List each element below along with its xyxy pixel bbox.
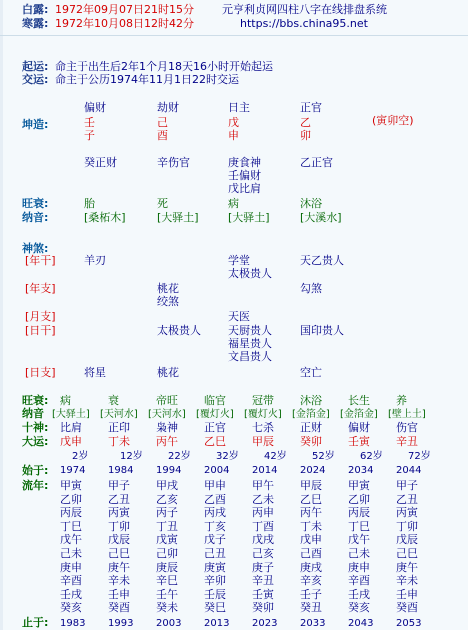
shensha-item: 天乙贵人 [300,254,344,267]
qiyun-label: 起运: [22,60,49,73]
pillar-gan: 乙 [300,116,311,129]
site-url-link[interactable]: https://bbs.china95.net [240,17,368,30]
pillar-zhi: 申 [228,129,239,142]
pillar-gan: 戊 [228,116,239,129]
dayun-ganzhi: 丙午 [156,435,178,448]
shensha-row-tag: [年干] [25,254,56,267]
dayun-nayin: [大驿土] [52,409,90,420]
liunian-year: 丙午 [300,506,322,520]
wangshuai-label: 旺衰: [22,197,49,210]
liunian-year: 壬午 [156,587,178,601]
pillar-zhi: 酉 [157,129,168,142]
pillar-zhi: 卯 [300,129,311,142]
left-border [0,0,3,630]
pillar-gan: 壬 [84,116,95,129]
dayun-age: 2岁 [72,451,89,462]
pillar-hidden-stem: 壬偏财 [228,169,261,182]
dayun-end-year: 1983 [60,618,86,629]
pillar-hidden-stem: 乙正官 [300,156,333,169]
liunian-year: 癸丑 [300,601,322,615]
liunian-year: 甲子 [396,479,418,492]
dayun-shishen: 伤官 [396,421,418,434]
bailu-label: 白露: [22,3,49,16]
liunian-year: 戊子 [204,533,226,547]
dayun-age: 22岁 [168,451,191,462]
liunian-year: 壬申 [396,587,418,601]
dayun-nayin: [金箔金] [340,409,378,420]
liunian-year: 癸亥 [60,601,82,615]
jiaoyun-label: 交运: [22,73,49,86]
liunian-year: 庚辰 [156,560,178,574]
liunian-year: 丁丑 [156,519,178,533]
dayun-wangshuai: 长生 [348,394,370,407]
liunian-year: 戊午 [348,533,370,547]
liunian-label: 流年: [22,479,49,492]
liunian-year: 戊午 [60,533,82,547]
liunian-year: 甲寅 [60,479,82,492]
dayun-start-year: 2014 [252,465,278,476]
pillar-hidden-stem: 庚食神 [228,156,261,169]
liunian-year: 丙辰 [348,506,370,520]
bailu-date: 1972年09月07日21时15分 [55,3,194,16]
dayun-wangshuai: 帝旺 [156,394,178,407]
dayun-age: 62岁 [360,451,383,462]
dayun-ganzhi: 壬寅 [348,435,370,448]
dayun-end-year: 2043 [348,618,374,629]
liunian-year: 己酉 [300,547,322,560]
pillar-hidden-stem: 戊比肩 [228,182,261,195]
dayun-nayin: [壁上土] [388,409,426,420]
dayun-shishen: 比肩 [60,421,82,434]
shensha-row-tag: [日干] [25,324,56,337]
dayun-end-year: 1993 [108,618,134,629]
liunian-year: 戊寅 [156,533,178,547]
liunian-year: 辛酉 [60,574,82,588]
liunian-year: 庚午 [108,560,130,574]
qiyun-text: 命主于出生后2年1个月18天16小时开始起运 [55,60,273,73]
liunian-year: 壬戌 [348,587,370,601]
liunian-year: 乙未 [252,492,274,506]
liunian-year: 癸卯 [252,601,274,615]
start-label: 始于: [22,464,49,477]
liunian-year: 丙寅 [396,506,418,520]
shensha-item: 学堂 [228,254,250,267]
dayun-ganzhi: 辛丑 [396,435,418,448]
dayun-wangshuai: 病 [60,394,71,407]
liunian-year: 丁亥 [204,519,226,533]
dayun-end-year: 2013 [204,618,230,629]
liunian-year: 辛丑 [252,574,274,588]
liunian-year: 丙戌 [204,506,226,520]
liunian-year: 乙巳 [300,492,322,506]
dayun-start-year: 1974 [60,465,86,476]
liunian-year: 丙申 [252,506,274,520]
shensha-item: 天厨贵人 [228,324,272,337]
liunian-year: 甲子 [108,479,130,492]
shensha-item: 天医 [228,310,250,323]
dayun-shishen: 七杀 [252,421,274,434]
shensha-item: 文昌贵人 [228,350,272,363]
dayun-nayin: [天河水] [100,409,138,420]
liunian-year: 丙辰 [60,506,82,520]
dayun-end-year: 2003 [156,618,182,629]
liunian-year: 丁卯 [396,519,418,533]
liunian-year: 丙寅 [108,506,130,520]
dayun-end-year: 2053 [396,618,422,629]
liunian-year: 戊戌 [252,533,274,547]
liunian-year: 乙卯 [348,492,370,506]
liunian-year: 乙丑 [108,492,130,506]
liunian-year: 己未 [348,547,370,560]
liunian-year: 壬寅 [252,587,274,601]
liunian-year: 己未 [60,547,82,560]
dayun-start-year: 2024 [300,465,326,476]
liunian-year: 壬申 [108,587,130,601]
shensha-item: 太极贵人 [228,267,272,280]
pillar-wangshuai: 病 [228,197,239,210]
dayun-nayin: [天河水] [148,409,186,420]
liunian-year: 乙丑 [396,492,418,506]
nayin-label: 纳音: [22,211,49,224]
pillar-gan: 己 [157,116,168,129]
liunian-year: 己巳 [396,547,418,560]
shensha-item: 太极贵人 [157,324,201,337]
dayun-ganzhi: 甲辰 [252,435,274,448]
liunian-year: 庚戌 [300,560,322,574]
dayun-label: 大运: [22,435,49,448]
kongwang: (寅卯空) [372,114,414,127]
shensha-row-tag: [年支] [25,282,56,295]
dayun-age: 72岁 [408,451,431,462]
liunian-year: 癸酉 [396,601,418,615]
sizhu-label: 坤造: [22,118,49,131]
pillar-shishen: 正官 [300,101,322,114]
liunian-year: 己丑 [204,547,226,560]
liunian-year: 丁巳 [60,519,82,533]
shensha-item: 将星 [84,366,106,379]
shensha-row-tag: [日支] [25,366,56,379]
liunian-year: 癸未 [156,601,178,615]
liunian-year: 戊辰 [108,533,130,547]
liunian-year: 辛巳 [156,574,178,588]
liunian-year: 庚申 [60,560,82,574]
liunian-year: 戊申 [300,533,322,547]
pillar-shishen: 劫财 [157,101,179,114]
liunian-year: 己亥 [252,547,274,560]
pillar-nayin: [大驿土] [157,211,199,224]
dayun-end-year: 2033 [300,618,326,629]
dayun-start-year: 2004 [204,465,230,476]
pillar-wangshuai: 胎 [84,197,95,210]
divider [0,35,468,36]
dayun-age: 52岁 [312,451,335,462]
pillar-nayin: [桑柘木] [84,211,126,224]
shensha-item: 国印贵人 [300,324,344,337]
hanlu-date: 1972年10月08日12时42分 [55,17,194,30]
pillar-shishen: 日主 [228,101,250,114]
dayun-shishen: 偏财 [348,421,370,434]
liunian-year: 庚申 [348,560,370,574]
dayun-ganzhi: 丁未 [108,435,130,448]
dayun-ganzhi: 戊申 [60,435,82,448]
liunian-year: 丁酉 [252,519,274,533]
liunian-year: 庚子 [252,560,274,574]
liunian-year: 戊辰 [396,533,418,547]
pillar-hidden-stem: 癸正财 [84,156,117,169]
dayun-nayin: [覆灯火] [244,409,282,420]
pillar-wangshuai: 沐浴 [300,197,322,210]
liunian-year: 丁巳 [348,519,370,533]
dayun-nayin-label: 纳音 [22,407,44,420]
liunian-year: 乙卯 [60,492,82,506]
dayun-nayin: [金箔金] [292,409,330,420]
liunian-year: 甲戌 [156,479,178,492]
shensha-label: 神煞: [22,242,49,255]
shensha-item: 勾煞 [300,282,322,295]
dayun-start-year: 1984 [108,465,134,476]
liunian-year: 甲午 [252,479,274,492]
liunian-year: 癸酉 [108,601,130,615]
dayun-start-year: 2044 [396,465,422,476]
shensha-item: 桃花 [157,366,179,379]
liunian-year: 壬辰 [204,587,226,601]
liunian-year: 辛亥 [300,574,322,588]
liunian-year: 甲寅 [348,479,370,492]
liunian-year: 丙子 [156,506,178,520]
shensha-item: 空亡 [300,366,322,379]
jiaoyun-text: 命主于公历1974年11月1日22时交运 [55,73,239,86]
liunian-year: 乙酉 [204,492,226,506]
dayun-wangshuai: 养 [396,394,407,407]
liunian-year: 丁未 [300,519,322,533]
dayun-age: 12岁 [120,451,143,462]
liunian-year: 壬戌 [60,587,82,601]
pillar-hidden-stem: 辛伤官 [157,156,190,169]
dayun-wangshuai-label: 旺衰: [22,394,49,407]
shensha-item: 桃花 [157,282,179,295]
hanlu-label: 寒露: [22,17,49,30]
pillar-wangshuai: 死 [157,197,168,210]
dayun-wangshuai: 衰 [108,394,119,407]
dayun-start-year: 1994 [156,465,182,476]
shensha-item: 福星贵人 [228,337,272,350]
dayun-shishen: 正官 [204,421,226,434]
dayun-shishen: 正财 [300,421,322,434]
liunian-year: 庚寅 [204,560,226,574]
site-title: 元亨利贞网四柱八字在线排盘系统 [222,3,387,16]
pillar-shishen: 偏财 [84,101,106,114]
dayun-wangshuai: 临官 [204,394,226,407]
dayun-nayin: [覆灯火] [196,409,234,420]
dayun-shishen: 枭神 [156,421,178,434]
end-label: 止于: [22,616,49,629]
dayun-end-year: 2023 [252,618,278,629]
liunian-year: 辛酉 [348,574,370,588]
liunian-year: 己巳 [108,547,130,560]
liunian-year: 癸巳 [204,601,226,615]
pillar-zhi: 子 [84,129,95,142]
liunian-year: 甲辰 [300,479,322,492]
liunian-year: 己卯 [156,547,178,560]
liunian-year: 丁卯 [108,519,130,533]
dayun-wangshuai: 沐浴 [300,394,322,407]
dayun-start-year: 2034 [348,465,374,476]
pillar-nayin: [大溪水] [300,211,342,224]
liunian-year: 癸亥 [348,601,370,615]
pillar-nayin: [大驿土] [228,211,270,224]
liunian-year: 辛未 [108,574,130,588]
shensha-row-tag: [月支] [25,310,56,323]
liunian-year: 甲申 [204,479,226,492]
liunian-year: 乙亥 [156,492,178,506]
dayun-ganzhi: 乙巳 [204,435,226,448]
liunian-year: 壬子 [300,587,322,601]
shensha-item: 羊刃 [84,254,106,267]
dayun-age: 32岁 [216,451,239,462]
dayun-ganzhi: 癸卯 [300,435,322,448]
dayun-shishen-label: 十神: [22,421,49,434]
liunian-year: 辛未 [396,574,418,588]
shensha-item: 绞煞 [157,295,179,308]
liunian-year: 庚午 [396,560,418,574]
dayun-age: 42岁 [264,451,287,462]
liunian-year: 辛卯 [204,574,226,588]
dayun-shishen: 正印 [108,421,130,434]
dayun-wangshuai: 冠带 [252,394,274,407]
